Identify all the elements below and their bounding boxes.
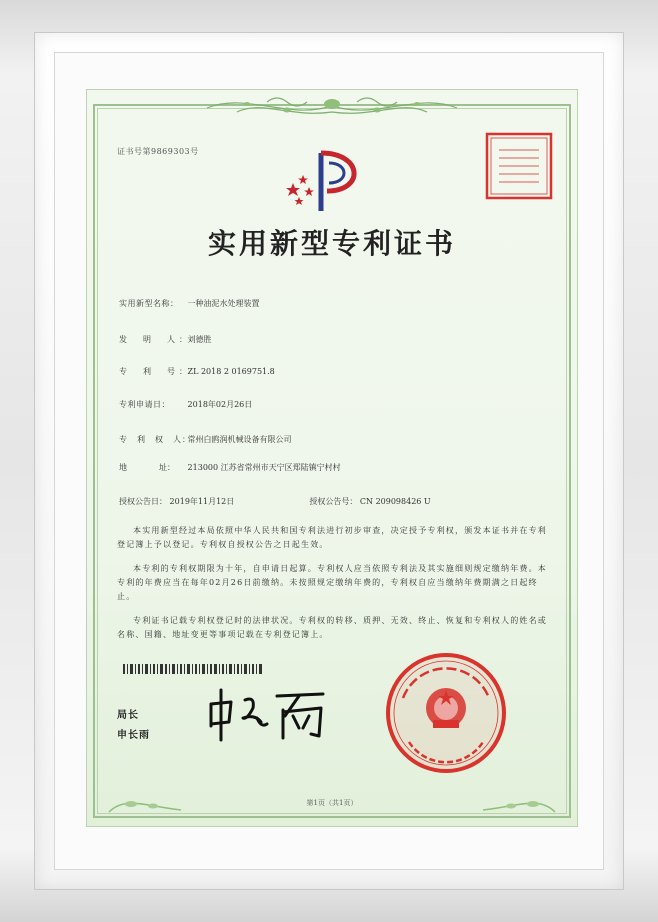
paragraph-status: 专利证书记载专利权登记时的法律状况。专利权的转移、质押、无效、终止、恢复和专利权人的姓名或名称、国籍、地址变更等事项记载在专利登记簿上。 <box>117 616 547 639</box>
field-row-inventor <box>119 334 212 345</box>
bottom-right-ornament-icon <box>479 776 559 816</box>
field-value: 2018年02月26日 <box>187 400 253 409</box>
field-label: 专 利 权 人： <box>119 435 191 444</box>
certificate-number: 证书号第9869303号 <box>117 147 199 156</box>
field-value: 一种油泥水处理装置 <box>187 299 260 308</box>
announcement-no-label: 授权公告号： <box>309 497 358 506</box>
field-row-patentee <box>119 434 292 445</box>
certificate-paper <box>87 90 577 826</box>
paragraph-grant: 本实用新型经过本局依照中华人民共和国专利法进行初步审查，决定授予专利权，颁发本证书并在专利登记簿上予以登记。专利权自授权公告之日起生效。 <box>117 526 547 549</box>
field-value: 刘德胜 <box>187 335 212 344</box>
announcement-no: CN 209098426 U <box>359 497 431 506</box>
field-row-address <box>119 462 341 473</box>
official-seal-icon <box>383 650 509 776</box>
field-row-filing-date <box>119 399 252 410</box>
field-label: 专利申请日： <box>119 400 170 409</box>
field-label: 发 明 人： <box>119 335 191 344</box>
field-label: 实用新型名称： <box>119 299 179 308</box>
field-value: 213000 江苏省常州市天宁区郑陆镇宁村村 <box>187 463 341 472</box>
top-ornament-icon <box>87 90 577 130</box>
announcement-date-label: 授权公告日： <box>119 497 167 506</box>
field-value: 常州白鸥润机械设备有限公司 <box>187 435 292 444</box>
field-row-name <box>119 298 260 309</box>
field-label: 专 利 号： <box>119 367 191 376</box>
signature-title-name: 申长雨 <box>117 730 150 741</box>
field-label: 地 址： <box>119 463 175 472</box>
signature-title-director: 局长 <box>117 710 139 721</box>
field-value: ZL 2018 2 0169751.8 <box>187 367 275 376</box>
handwritten-signature-icon <box>205 686 337 742</box>
certificate-stamp-icon <box>481 128 557 204</box>
barcode-icon <box>123 664 263 674</box>
field-row-patent-no <box>119 366 275 377</box>
announcement-row <box>119 496 431 507</box>
bottom-left-ornament-icon <box>105 776 185 816</box>
announcement-date: 2019年11月12日 <box>169 497 235 506</box>
paragraph-term: 本专利的专利权期限为十年，自申请日起算。专利权人应当依照专利法及其实施细则规定缴纳年费。本专利的年费应当在每年02月26日前缴纳。未按照规定缴纳年费的，专利权自应当缴纳年费期满之日起终止。 <box>117 564 547 601</box>
page-number: 第1页（共1页） <box>306 799 358 807</box>
certificate-title: 实用新型专利证书 <box>207 227 456 260</box>
patent-office-logo-icon <box>283 145 373 215</box>
